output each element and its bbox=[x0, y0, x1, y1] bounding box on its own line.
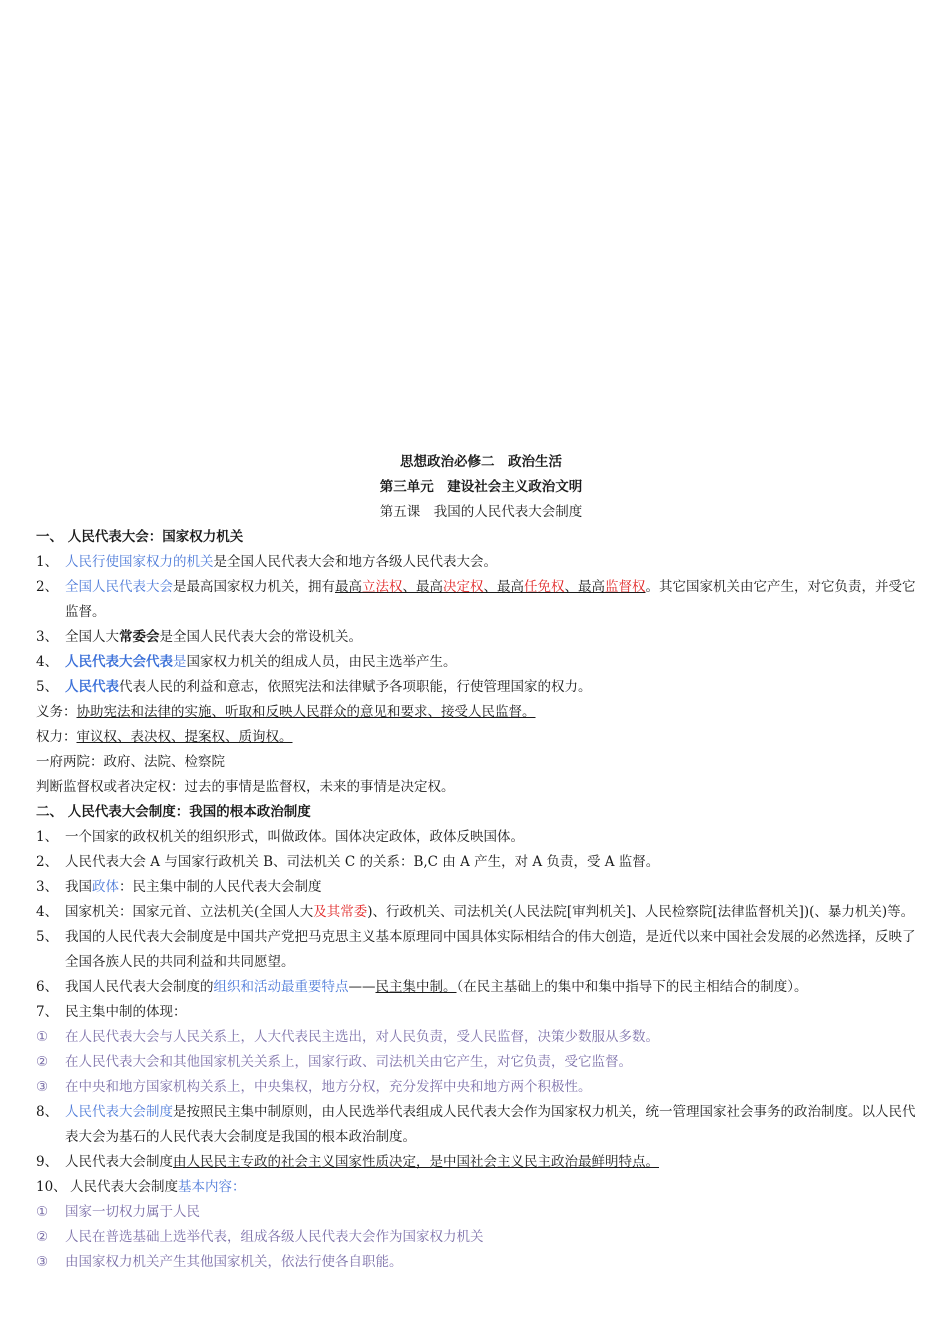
highlight-text: 全国人民代表大会 bbox=[65, 579, 173, 595]
duty-line bbox=[36, 700, 926, 725]
body-text: 是按照民主集中制原则，由人民选举代表组成人民代表大会作为国家权力机关，统一管理国家社会事务的政治制度。以人民代表大会为基石的人民代表大会制度是我国的根本政治制度。 bbox=[65, 1104, 916, 1145]
body-text: —— bbox=[348, 979, 376, 995]
item-number: 7、 bbox=[36, 1004, 59, 1020]
body-text: 是全国人民代表大会和地方各级人民代表大会。 bbox=[213, 554, 497, 570]
item-number: 8、 bbox=[36, 1104, 59, 1120]
item-number: 1、 bbox=[36, 829, 59, 845]
body-text: ：民主集中制的人民代表大会制度 bbox=[119, 879, 322, 895]
duty-text: 协助宪法和法律的实施、听取和反映人民群众的意见和要求、接受人民监督。 bbox=[76, 704, 536, 720]
appointment-power: 任免权 bbox=[524, 579, 565, 595]
s1-item-1 bbox=[36, 550, 926, 575]
body-text: （在民主基础上的集中和集中指导下的民主相结合的制度）。 bbox=[456, 979, 808, 995]
red-text: 及其常委 bbox=[313, 904, 368, 920]
item-text: 在人民代表大会和其他国家机关关系上，国家行政、司法机关由它产生，对它负责，受它监督。 bbox=[65, 1054, 632, 1070]
item-text: 一个国家的政权机关的组织形式，叫做政体。国体决定政体，政体反映国体。 bbox=[65, 829, 524, 845]
s2-item-2 bbox=[36, 850, 926, 875]
judge-line: 判断监督权或者决定权：过去的事情是监督权，未来的事情是决定权。 bbox=[36, 779, 455, 795]
item-text: 在人民代表大会与人民关系上，人大代表民主选出，对人民负责，受人民监督，决策少数服从多数。 bbox=[65, 1029, 659, 1045]
item-number: 1、 bbox=[36, 554, 59, 570]
item-text bbox=[65, 900, 926, 925]
body-text: 代表人民的利益和意志，依照宪法和法律赋予各项职能，行使管理国家的权力。 bbox=[119, 679, 592, 695]
body-text: 国家机关：国家元首、立法机关(全国人大 bbox=[65, 904, 314, 920]
body-text: 。其它国家机关由它产生，对它负责，并受它监督。 bbox=[65, 579, 916, 620]
item-number: 10、 bbox=[36, 1179, 67, 1195]
highlight-text: 是 bbox=[173, 654, 187, 670]
item-text bbox=[65, 650, 926, 675]
body-text: 我国 bbox=[65, 879, 92, 895]
power-text: 审议权、表决权、提案权、质询权。 bbox=[76, 729, 293, 745]
underlined-text bbox=[335, 579, 646, 595]
text-part: 最高 bbox=[335, 579, 362, 595]
lesson-title: 第五课 我国的人民代表大会制度 bbox=[379, 504, 583, 520]
item-number: 9、 bbox=[36, 1154, 59, 1170]
unit-title: 第三单元 建设社会主义政治文明 bbox=[379, 479, 583, 495]
body-text: 人民代表大会制度 bbox=[70, 1179, 178, 1195]
s2-item-8 bbox=[36, 1100, 926, 1150]
bold-text: 常委会 bbox=[119, 629, 160, 645]
underlined-text: 民主集中制。 bbox=[375, 979, 457, 995]
item-text bbox=[65, 675, 926, 700]
item-text bbox=[65, 975, 926, 1000]
power-label: 权力： bbox=[36, 729, 77, 745]
item-number: ① bbox=[36, 1029, 49, 1045]
content-item-1 bbox=[36, 1200, 926, 1225]
highlight-text: 组织和活动最重要特点 bbox=[213, 979, 349, 995]
power-line bbox=[36, 725, 926, 750]
s2-item-5 bbox=[36, 925, 926, 975]
content-item-3 bbox=[36, 1250, 926, 1275]
item-text: 我国的人民代表大会制度是中国共产党把马克思主义基本原理同中国具体实际相结合的伟大创造，是近代以来中国社会发展的必然选择，反映了全国各族人民的共同利益和共同愿望。 bbox=[65, 929, 916, 970]
gov-line: 一府两院：政府、法院、检察院 bbox=[36, 754, 225, 770]
s1-item-3 bbox=[36, 625, 926, 650]
body-text: 全国人大 bbox=[65, 629, 119, 645]
highlight-text: 人民行使国家权力的机关 bbox=[65, 554, 214, 570]
body-text: 是最高国家权力机关，拥有 bbox=[173, 579, 335, 595]
circle-item-1 bbox=[36, 1025, 926, 1050]
item-text bbox=[65, 550, 926, 575]
s2-item-1 bbox=[36, 825, 926, 850]
s2-item-3 bbox=[36, 875, 926, 900]
doc-title: 思想政治必修二 政治生活 bbox=[400, 454, 562, 470]
highlight-text: 人民代表大会代表 bbox=[65, 654, 173, 670]
item-number: 2、 bbox=[36, 854, 59, 870]
body-text: 我国人民代表大会制度的 bbox=[65, 979, 214, 995]
item-text: 由国家权力机关产生其他国家机关，依法行使各自职能。 bbox=[65, 1254, 403, 1270]
item-number: 6、 bbox=[36, 979, 59, 995]
circle-item-2 bbox=[36, 1050, 926, 1075]
text-part: 、最高 bbox=[483, 579, 524, 595]
body-text: 国家权力机关的组成人员，由民主选举产生。 bbox=[186, 654, 457, 670]
s2-item-9 bbox=[36, 1150, 926, 1175]
content-item-2 bbox=[36, 1225, 926, 1250]
item-text: 人民在普选基础上选举代表，组成各级人民代表大会作为国家权力机关 bbox=[65, 1229, 484, 1245]
item-text: 国家一切权力属于人民 bbox=[65, 1204, 200, 1220]
body-text: ： bbox=[232, 1179, 246, 1195]
s2-item-4 bbox=[36, 900, 926, 925]
text-part: 、最高 bbox=[402, 579, 443, 595]
item-text bbox=[65, 875, 926, 900]
s2-item-6 bbox=[36, 975, 926, 1000]
body-text: 是全国人民代表大会的常设机关。 bbox=[159, 629, 362, 645]
item-text bbox=[65, 1150, 926, 1175]
item-number: ③ bbox=[36, 1254, 49, 1270]
item-number: ③ bbox=[36, 1079, 49, 1095]
item-number: 5、 bbox=[36, 929, 59, 945]
item-number: 2、 bbox=[36, 579, 59, 595]
document-body bbox=[36, 450, 926, 1275]
s1-item-2 bbox=[36, 575, 926, 625]
highlight-text: 政体 bbox=[92, 879, 119, 895]
item-text bbox=[65, 1100, 926, 1150]
duty-label: 义务： bbox=[36, 704, 77, 720]
item-text: 民主集中制的体现： bbox=[65, 1004, 187, 1020]
item-number: ② bbox=[36, 1054, 49, 1070]
item-number: 4、 bbox=[36, 654, 59, 670]
item-number: ① bbox=[36, 1204, 49, 1220]
s2-item-10 bbox=[36, 1175, 926, 1200]
highlight-text: 人民代表 bbox=[65, 679, 119, 695]
s2-item-7 bbox=[36, 1000, 926, 1025]
supervision-power: 监督权 bbox=[605, 579, 646, 595]
section-2-heading: 二、 人民代表大会制度：我国的根本政治制度 bbox=[36, 804, 311, 820]
item-number: 5、 bbox=[36, 679, 59, 695]
item-number: 3、 bbox=[36, 879, 59, 895]
text-part: 、最高 bbox=[564, 579, 605, 595]
item-number: 3、 bbox=[36, 629, 59, 645]
item-number: 4、 bbox=[36, 904, 59, 920]
item-text bbox=[65, 575, 926, 625]
circle-item-3 bbox=[36, 1075, 926, 1100]
item-text: 人民代表大会 A 与国家行政机关 B、司法机关 C 的关系：B,C 由 A 产生，对 A 负责，受 A 监督。 bbox=[65, 854, 660, 870]
s1-item-4 bbox=[36, 650, 926, 675]
highlight-text: 基本内容 bbox=[178, 1179, 232, 1195]
decision-power: 决定权 bbox=[443, 579, 484, 595]
highlight-text: 人民代表大会制度 bbox=[65, 1104, 173, 1120]
legislative-power: 立法权 bbox=[362, 579, 403, 595]
item-text bbox=[70, 1175, 926, 1200]
s1-item-5 bbox=[36, 675, 926, 700]
body-text: )、行政机关、司法机关(人民法院[审判机关]、人民检察院[法律监督机关])(、暴力机关)等。 bbox=[367, 904, 915, 920]
body-text: 人民代表大会制度 bbox=[65, 1154, 173, 1170]
item-number: ② bbox=[36, 1229, 49, 1245]
underlined-text: 由人民民主专政的社会主义国家性质决定，是中国社会主义民主政治最鲜明特点。 bbox=[173, 1154, 659, 1170]
item-text: 在中央和地方国家机构关系上，中央集权，地方分权，充分发挥中央和地方两个积极性。 bbox=[65, 1079, 592, 1095]
section-1-heading: 一、 人民代表大会：国家权力机关 bbox=[36, 529, 244, 545]
item-text bbox=[65, 625, 926, 650]
